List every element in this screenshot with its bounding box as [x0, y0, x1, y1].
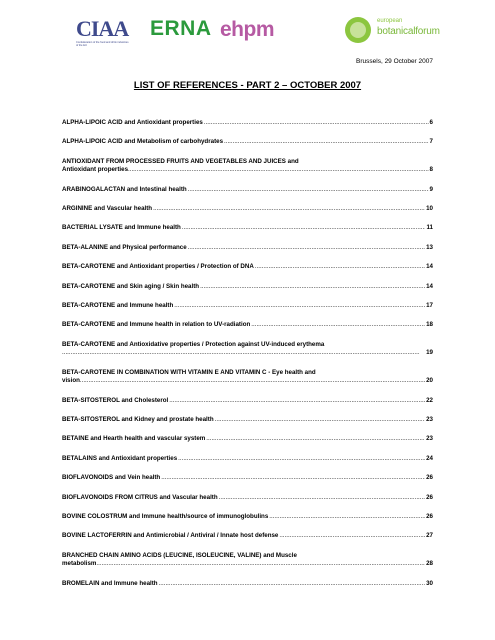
- toc-page-number: 24: [426, 454, 433, 462]
- ciaa-logo-text: CIAA: [76, 16, 129, 41]
- ciaa-logo-tagline: Confederation of the food and drink industries of the EU: [76, 41, 129, 47]
- toc-entry[interactable]: [62, 435, 433, 444]
- toc-page-number: 20: [426, 377, 433, 385]
- toc-page-number: 19: [426, 349, 433, 357]
- toc-leader-dots: [178, 455, 425, 464]
- toc-entry[interactable]: [62, 186, 433, 195]
- toc-leader-dots: [279, 532, 425, 541]
- toc-entry-text: BETAINE and Hearth health and vascular system: [62, 435, 206, 443]
- toc-entry-text-continued: Antioxidant properties: [62, 166, 129, 174]
- toc-entry-text-continued: metabolism: [62, 560, 97, 568]
- toc-entry-text: BROMELAIN and Immune health: [62, 579, 158, 587]
- ebf-logo-big-text: botanicalforum: [377, 26, 440, 37]
- toc-leader-dots: [188, 244, 425, 253]
- toc-page-number: 9: [429, 185, 433, 193]
- toc-page-number: 28: [426, 560, 433, 568]
- toc-entry[interactable]: [62, 158, 433, 175]
- toc-entry-text: BOVINE LACTOFERRIN and Antimicrobial / Antiviral / Innate host defense: [62, 532, 279, 540]
- toc-entry-text: ANTIOXIDANT FROM PROCESSED FRUITS AND VEGETABLES AND JUICES and: [62, 157, 299, 165]
- toc-page-number: 22: [426, 396, 433, 404]
- toc-page-number: 11: [426, 224, 433, 232]
- european-botanical-forum-logo: [345, 14, 440, 50]
- toc-entry-text-continued: vision: [62, 377, 80, 385]
- toc-entry[interactable]: [62, 416, 433, 425]
- toc-leader-dots: [204, 119, 429, 128]
- toc-entry[interactable]: [62, 369, 433, 386]
- toc-page-number: 6: [429, 119, 433, 126]
- toc-page-number: 13: [426, 243, 433, 251]
- toc-entry[interactable]: [62, 341, 433, 358]
- toc-page-number: 26: [426, 512, 433, 520]
- toc-page-number: 27: [426, 532, 433, 540]
- toc-leader-dots: [96, 560, 425, 569]
- toc-entry-text: BETA-CAROTENE IN COMBINATION WITH VITAMIN E AND VITAMIN C - Eye health and: [62, 368, 316, 376]
- toc-leader-dots: [206, 435, 425, 444]
- toc-page-number: 14: [426, 263, 433, 271]
- toc-page-number: 23: [426, 435, 433, 443]
- toc-page-number: 10: [426, 205, 433, 213]
- toc-page-number: 30: [426, 579, 433, 587]
- toc-entry[interactable]: [62, 513, 433, 522]
- toc-page-number: 8: [429, 166, 433, 174]
- toc-entry-text: BRANCHED CHAIN AMINO ACIDS (LEUCINE, ISOLEUCINE, VALINE) and Muscle: [62, 551, 297, 559]
- toc-entry-text: ALPHA-LIPOIC ACID and Metabolism of carbohydrates: [62, 138, 224, 146]
- toc-entry[interactable]: [62, 119, 433, 128]
- table-of-contents: [62, 119, 433, 599]
- toc-page-number: 17: [426, 302, 433, 310]
- toc-entry[interactable]: [62, 455, 433, 464]
- toc-entry-text: BIOFLAVONOIDS and Vein health: [62, 474, 161, 482]
- toc-leader-dots: [219, 494, 425, 503]
- toc-leader-dots: [128, 166, 429, 175]
- toc-page-number: 26: [426, 474, 433, 482]
- toc-entry[interactable]: [62, 224, 433, 233]
- toc-leader-dots: [255, 263, 425, 272]
- toc-entry-text: BETA-CAROTENE and Immune health: [62, 302, 174, 310]
- toc-entry[interactable]: [62, 474, 433, 483]
- toc-leader-dots: [269, 513, 425, 522]
- toc-leader-dots: [224, 138, 429, 147]
- toc-entry-text: ALPHA-LIPOIC ACID and Antioxidant properties: [62, 119, 203, 126]
- ciaa-logo: [72, 14, 134, 54]
- toc-entry-text: BOVINE COLOSTRUM and Immune health/source of immunoglobulins: [62, 512, 269, 520]
- logo-bar: [0, 14, 495, 56]
- botanical-forum-circle-icon: [345, 17, 371, 43]
- toc-entry[interactable]: [62, 283, 433, 292]
- toc-entry-text: BACTERIAL LYSATE and Immune health: [62, 224, 181, 232]
- toc-leader-dots: [153, 205, 425, 214]
- toc-page-number: 26: [426, 493, 433, 501]
- toc-entry[interactable]: [62, 302, 433, 311]
- toc-entry-text: ARABINOGALACTAN and Intestinal health: [62, 185, 187, 193]
- toc-entry[interactable]: [62, 205, 433, 214]
- toc-leader-dots: [215, 416, 425, 425]
- toc-page-number: 18: [426, 321, 433, 329]
- toc-entry[interactable]: [62, 263, 433, 272]
- toc-entry[interactable]: [62, 494, 433, 503]
- toc-entry-text: BETA-CAROTENE and Skin aging / Skin health: [62, 282, 200, 290]
- toc-entry-text: BETALAINS and Antioxidant properties: [62, 454, 178, 462]
- toc-leader-dots: [251, 321, 425, 330]
- toc-leader-dots: [161, 474, 425, 483]
- toc-leader-dots: [182, 224, 426, 233]
- toc-leader-dots: [80, 377, 425, 386]
- toc-leader-dots: [200, 283, 425, 292]
- toc-entry-text: BIOFLAVONOIDS FROM CITRUS and Vascular health: [62, 493, 218, 501]
- toc-leader-dots: [188, 186, 429, 195]
- ehpm-logo: ehpm: [220, 18, 275, 41]
- toc-leader-dots: [169, 397, 425, 406]
- document-date: Brussels, 29 October 2007: [356, 58, 433, 65]
- toc-entry[interactable]: [62, 321, 433, 330]
- toc-entry-text: BETA-ALANINE and Physical performance: [62, 243, 187, 251]
- toc-entry[interactable]: [62, 552, 433, 569]
- toc-entry-text: ARGININE and Vascular health: [62, 205, 153, 213]
- toc-entry[interactable]: [62, 580, 433, 589]
- toc-entry[interactable]: [62, 138, 433, 147]
- toc-leader-dots: [62, 349, 425, 358]
- toc-entry-text: BETA-SITOSTEROL and Cholesterol: [62, 396, 169, 404]
- toc-entry-text: BETA-CAROTENE and Antioxidant properties / Protection of DNA: [62, 263, 254, 271]
- document-title: LIST OF REFERENCES - PART 2 – OCTOBER 2007: [133, 80, 362, 91]
- toc-page-number: 7: [429, 138, 433, 146]
- toc-entry-text: BETA-SITOSTEROL and Kidney and prostate health: [62, 415, 214, 423]
- toc-page-number: 23: [426, 415, 433, 423]
- toc-entry-text: BETA-CAROTENE and Immune health in relation to UV-radiation: [62, 321, 251, 329]
- toc-entry[interactable]: [62, 532, 433, 541]
- toc-page-number: 14: [426, 282, 433, 290]
- toc-entry[interactable]: [62, 397, 433, 406]
- ebf-logo-small-text: european: [377, 18, 403, 24]
- toc-leader-dots: [174, 302, 425, 311]
- toc-entry[interactable]: [62, 244, 433, 253]
- toc-leader-dots: [159, 580, 426, 589]
- erna-logo: ERNA: [150, 17, 212, 40]
- toc-entry-text: BETA-CAROTENE and Antioxidative properties / Protection against UV-induced erythema: [62, 340, 325, 348]
